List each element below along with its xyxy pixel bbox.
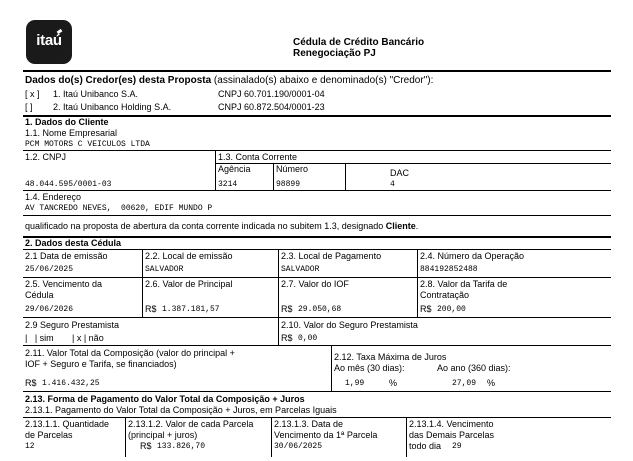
cell-divider [278, 249, 279, 277]
account-number-label: Número [276, 164, 309, 174]
operation-number-value: 884192852488 [420, 265, 478, 274]
rate-year-percent: % [487, 378, 496, 388]
dac-value: 4 [390, 180, 395, 189]
row-rule [23, 345, 611, 346]
creditor-heading [25, 75, 433, 87]
agency-label: Agência [218, 164, 251, 174]
cell-divider [278, 277, 279, 317]
first-due-label-line2: Vencimento da 1ª Parcela [274, 430, 378, 440]
row-rule [23, 391, 611, 392]
fee-label-line1: 2.8. Valor da Tarifa de [420, 279, 508, 289]
total-currency: R$ [25, 378, 37, 388]
payment-place-label: 2.3. Local de Pagamento [281, 251, 382, 261]
payment-section-title: 2.13. Forma de Pagamento do Valor Total da Composição + Juros [25, 394, 305, 404]
creditor-heading-rest: (assinalado(s) abaixo e denominado(s) "Credor"): [211, 75, 434, 86]
company-name-label: 1.1. Nome Empresarial [25, 128, 118, 138]
first-due-value: 30/06/2025 [274, 442, 323, 451]
cnpj-value: 48.044.595/0001-03 [25, 180, 112, 189]
payment-place-value: SALVADOR [281, 265, 320, 274]
creditor-heading-bold: Dados do(s) Credor(es) desta Proposta [25, 75, 212, 86]
maturity-value: 29/06/2026 [25, 305, 74, 314]
fee-label-line2: Contratação [420, 290, 470, 300]
rate-month-value: 1,99 [345, 379, 365, 388]
insurance-label: 2.9 Seguro Prestamista [25, 320, 120, 330]
rate-month-label: Ao mês (30 dias): [334, 363, 405, 373]
fee-currency: R$ [420, 304, 432, 314]
row-rule [23, 190, 611, 191]
rate-year-value: 27,09 [452, 379, 477, 388]
row-rule [23, 249, 611, 250]
creditor-option-2-cnpj: CNPJ 60.872.504/0001-23 [218, 102, 325, 112]
qualified-text [25, 221, 418, 232]
account-number-value: 98899 [276, 180, 301, 189]
qualified-text-end: . [415, 221, 419, 231]
rate-label: 2.12. Taxa Máxima de Juros [334, 352, 447, 362]
address-label: 1.4. Endereço [25, 192, 82, 202]
iof-value: 29.050,68 [298, 305, 342, 314]
cell-divider [142, 277, 143, 317]
principal-label: 2.6. Valor de Principal [145, 279, 233, 289]
total-label-line2: IOF + Seguro e Tarifa, se financiados) [25, 359, 177, 369]
other-due-label-line2: das Demais Parcelas [409, 430, 495, 440]
emission-place-label: 2.2. Local de emissão [145, 251, 233, 261]
insurance-value-currency: R$ [281, 333, 293, 343]
insurance-option-sim: | | sim [25, 333, 54, 343]
account-label: 1.3. Conta Corrente [218, 152, 298, 162]
insurance-value: 0,00 [298, 334, 318, 343]
cell-divider [417, 249, 418, 277]
cedula-section-title: 2. Dados desta Cédula [25, 238, 122, 248]
rate-year-label: Ao ano (360 dias): [437, 363, 511, 373]
qualified-text-bold: Cliente [385, 221, 416, 231]
iof-currency: R$ [281, 304, 293, 314]
cell-divider [273, 163, 274, 190]
cell-divider [215, 150, 216, 190]
total-value: 1.416.432,25 [42, 379, 100, 388]
cell-divider [278, 317, 279, 345]
document-title: Cédula de Crédito Bancário [293, 37, 425, 48]
itau-logo [26, 20, 72, 64]
installment-qty-label-line2: de Parcelas [25, 430, 73, 440]
section-1-rule [23, 115, 611, 117]
installment-qty-value: 12 [25, 442, 35, 451]
header-rule [23, 70, 611, 72]
cell-divider [417, 277, 418, 317]
emission-place-value: SALVADOR [145, 265, 184, 274]
other-due-label-line3: todo dia [409, 441, 442, 451]
fee-value: 200,00 [437, 305, 466, 314]
installment-currency: R$ [140, 441, 152, 451]
installment-value-label-line2: (principal + juros) [128, 430, 198, 440]
client-section-title: 1. Dados do Cliente [25, 117, 109, 127]
document-subtitle: Renegociação PJ [293, 48, 376, 59]
creditor-option-1-label: 1. Itaú Unibanco S.A. [53, 89, 139, 99]
operation-number-label: 2.4. Número da Operação [420, 251, 525, 261]
account-subrule [215, 163, 611, 164]
creditor-option-1-mark: [ x ] [25, 89, 40, 99]
row-rule [23, 317, 611, 318]
agency-value: 3214 [218, 180, 238, 189]
installment-value-label-line1: 2.13.1.2. Valor de cada Parcela [128, 419, 254, 429]
dac-label: DAC [390, 168, 410, 178]
row-rule [23, 417, 611, 418]
cell-divider [406, 417, 407, 457]
creditor-option-2-label: 2. Itaú Unibanco Holding S.A. [53, 102, 172, 112]
other-due-value: 29 [452, 442, 462, 451]
total-label-line1: 2.11. Valor Total da Composição (valor do principal + [25, 348, 235, 358]
principal-value: 1.387.181,57 [162, 305, 220, 314]
iof-label: 2.7. Valor do IOF [281, 279, 349, 289]
payment-subtitle: 2.13.1. Pagamento do Valor Total da Composição + Juros, em Parcelas Iguais [25, 405, 337, 415]
installment-qty-label-line1: 2.13.1.1. Quantidade [25, 419, 110, 429]
rate-month-percent: % [389, 378, 398, 388]
creditor-option-2-mark: [ ] [25, 102, 33, 112]
cell-divider [345, 163, 346, 190]
maturity-label-line1: 2.5. Vencimento da [25, 279, 103, 289]
installment-value: 133.826,70 [157, 442, 206, 451]
cell-divider [271, 417, 272, 457]
principal-currency: R$ [145, 304, 157, 314]
first-due-label-line1: 2.13.1.3. Data de [274, 419, 344, 429]
address-value: AV TANCREDO NEVES, 00620, EDIF MUNDO P [25, 204, 213, 213]
other-due-label-line1: 2.13.1.4. Vencimento [409, 419, 494, 429]
row-rule [23, 277, 611, 278]
cell-divider [125, 417, 126, 457]
insurance-value-label: 2.10. Valor do Seguro Prestamista [281, 320, 418, 330]
insurance-option-nao: | x | não [72, 333, 104, 343]
cnpj-label: 1.2. CNPJ [25, 152, 67, 162]
cell-divider [142, 249, 143, 277]
maturity-label-line2: Cédula [25, 290, 54, 300]
company-name-value: PCM MOTORS C VEICULOS LTDA [25, 140, 150, 149]
row-rule [23, 215, 611, 216]
row-rule [23, 150, 611, 151]
cell-divider [331, 345, 332, 391]
creditor-option-1-cnpj: CNPJ 60.701.190/0001-04 [218, 89, 325, 99]
emission-date-value: 25/06/2025 [25, 265, 74, 274]
logo-text: itaú [36, 32, 62, 49]
emission-date-label: 2.1 Data de emissão [25, 251, 108, 261]
qualified-text-main: qualificado na proposta de abertura da conta corrente indicada no subitem 1.3, designado [25, 221, 386, 231]
